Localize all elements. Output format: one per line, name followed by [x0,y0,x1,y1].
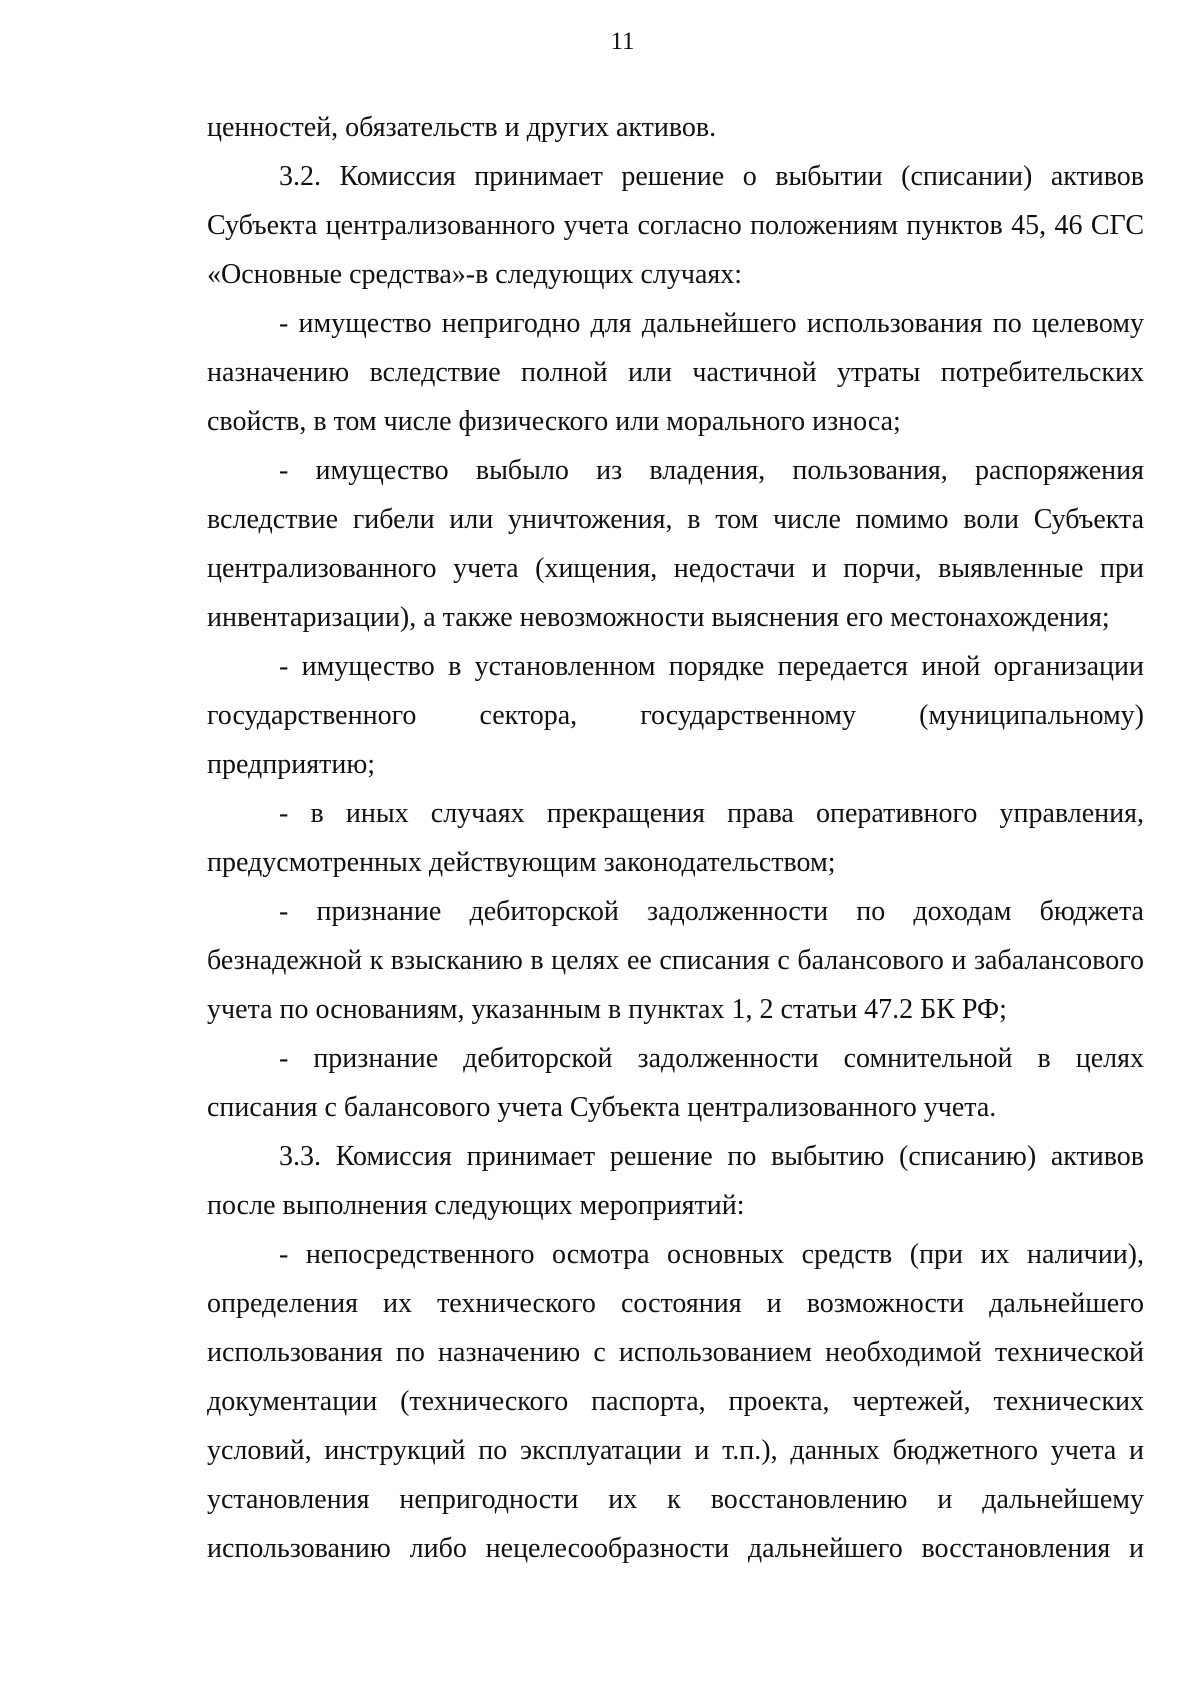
list-item-property-transferred: - имущество в установленном порядке передается иной организации государственного сектора, государственному (муниципальному) предприятию; [207,651,1144,780]
list-item-other-cases: - в иных случаях прекращения права оперативного управления, предусмотренных действующим законодательством; [207,798,1144,878]
list-item-property-lost: - имущество выбыло из владения, пользования, распоряжения вследствие гибели или уничтожения, в том числе помимо воли Субъекта централизованного учета (хищения, недостачи и порчи, выявленные при инвентаризации), а также невозможности выяснения его местонахождения; [207,455,1144,633]
paragraph-3-2: 3.2. Комиссия принимает решение о выбытии (списании) активов Субъекта централизованного учета согласно положениям пунктов 45, 46 СГС «Основные средства»-в следующих случаях: [207,161,1144,290]
list-item-doubtful-debt: - признание дебиторской задолженности сомнительной в целях списания с балансового учета Субъекта централизованного учета. [207,1043,1144,1123]
page-number: 11 [610,28,635,55]
paragraph-continuation: ценностей, обязательств и других активов. [207,112,717,143]
paragraph-3-3: 3.3. Комиссия принимает решение по выбытию (списанию) активов после выполнения следующих мероприятий: [207,1141,1144,1221]
list-item-bad-debt: - признание дебиторской задолженности по доходам бюджета безнадежной к взысканию в целях ее списания с балансового и забалансового учета по основаниям, указанным в пунктах 1, 2 статьи 47.2 БК РФ; [207,896,1144,1025]
list-item-unusable-property: - имущество непригодно для дальнейшего использования по целевому назначению вследствие полной или частичной утраты потребительских свойств, в том числе физического или морального износа; [207,308,1144,437]
document-body [207,103,1144,1573]
list-item-inspection: - непосредственного осмотра основных средств (при их наличии), определения их технического состояния и возможности дальнейшего использования по назначению с использованием необходимой технической документации (технического паспорта, проекта, чертежей, технических условий, инструкций по эксплуатации и т.п.), данных бюджетного учета и установления непригодности их к восстановлению и дальнейшему использованию либо нецелесообразности дальнейшего восстановления и [207,1239,1144,1564]
